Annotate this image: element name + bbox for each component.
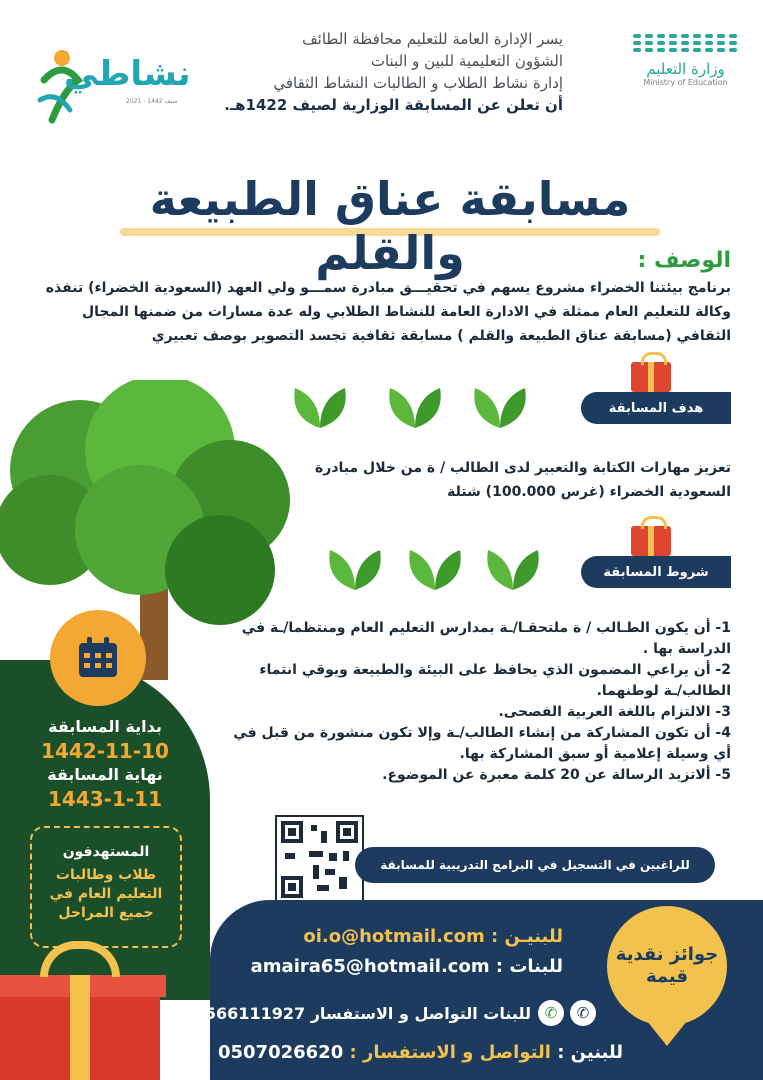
boys-email-label: للبنيـن : (491, 926, 563, 947)
ministry-dots-icon (628, 34, 743, 52)
girls-email-label: للبنات : (495, 956, 563, 977)
ministry-name-en: Ministry of Education (643, 78, 728, 87)
leaves-row-conditions (325, 540, 565, 600)
end-date: 1443-1-11 (47, 787, 162, 811)
gift-icon (631, 362, 671, 392)
header-line-2: الشؤون التعليمية للبين و البنات (370, 52, 563, 70)
leaf-icon (474, 388, 525, 428)
ministry-logo (628, 34, 743, 87)
leaf-icon (409, 550, 460, 590)
leaf-icon (329, 550, 380, 590)
prize-badge (607, 906, 727, 1026)
header-line-4: أن تعلن عن المسابقة الوزارية لصيف 1422هـ. (224, 96, 563, 114)
target-label: المستهدفون (62, 844, 150, 860)
page-title: مسابقة عناق الطبيعة والقلم (149, 172, 631, 280)
goal-text: تعزيز مهارات الكتابة والتعبير لدى الطالب / ة من خلال مبادرة السعودية الخضراء (غرس 100.000) شتلة (315, 460, 731, 500)
girls-email-row (251, 956, 563, 977)
boys-phone-row (218, 1042, 623, 1063)
header-block (203, 28, 563, 116)
girls-phone-row (194, 1004, 531, 1023)
description-text: برنامج بيئتنا الخضراء مشروع يسهم في تحقيـــق مبادرة سمـــو ولي العهد (السعودية الخضراء) تنفذه وكالة للتعليم العام ممثلة في الادارة العامة للنشاط الطلابي وله عدة مسارات من ضمنها المجال الثقافي (مسابقة عناق الطبيعة والقلم ) مسابقة ثقافية تجسد التصوير بوصف تعبيري (45, 280, 731, 344)
boys-phone-label: للبنين : (557, 1042, 623, 1063)
tree-icon (0, 380, 290, 680)
ministry-name-ar: وزارة التعليم (646, 60, 725, 78)
gift-box-icon (0, 975, 160, 1080)
leaf-icon (389, 388, 440, 428)
target-value: طلاب وطالبات التعليم العام في جميع المراحل (49, 867, 163, 921)
nashati-word: نشاطي (64, 54, 191, 94)
leaf-icon (487, 550, 538, 590)
header-line-1: يسر الإدارة العامة للتعليم محافظة الطائف (302, 30, 563, 48)
boys-phone-label-2: التواصل و الاستفسار : (349, 1042, 551, 1063)
girls-phone-label: للبنات التواصل و الاستفسار (310, 1004, 531, 1023)
nashati-sub: صيف 1442 - 2021 (126, 98, 178, 105)
leaves-row-goal (290, 378, 580, 438)
description-label: الوصف : (637, 248, 731, 273)
phone-icon: ✆ (570, 1000, 596, 1026)
condition-item: 2- أن يراعي المضمون الذي يحافظ على البيئة والطبيعة ويوقي انتماء الطالب/ـة لوطنهما. (259, 662, 731, 699)
leaf-icon (294, 388, 345, 428)
girls-email[interactable]: amaira65@hotmail.com (250, 956, 490, 977)
condition-item: 5- ألاتزيد الرسالة عن 20 كلمة معبرة عن الموضوع. (382, 767, 731, 783)
target-box (30, 826, 182, 948)
calendar-icon (75, 635, 121, 681)
calendar-badge (50, 610, 146, 706)
condition-item: 3- الالتزام باللغة العربية الفصحى. (498, 704, 731, 720)
header-line-3: إدارة نشاط الطلاب و الطالبات النشاط الثقافي (273, 74, 563, 92)
gift-icon (631, 526, 671, 556)
start-date: 1442-11-10 (41, 739, 169, 763)
condition-item: 4- أن تكون المشاركة من إنشاء الطالب/ـة وإلا تكون منشورة من قبل في أي وسيلة إعلامية أو سبق المشاركة بها. (233, 725, 731, 762)
qr-code-icon[interactable] (275, 815, 364, 904)
boys-email-row (303, 926, 563, 947)
whatsapp-icon: ✆ (538, 1000, 564, 1026)
nashati-logo (34, 40, 191, 130)
goal-tag: هدف المسابقة (581, 392, 731, 424)
boys-phone[interactable]: 0507026620 (217, 1042, 344, 1063)
end-label: نهاية المسابقة (47, 765, 163, 784)
prize-text: جوائز نقدية قيمة (615, 944, 719, 987)
condition-item: 1- أن يكون الطـالب / ة ملتحقـا/ـة بمدارس التعليم العام ومنتظما/ـة في الدراسة بها . (241, 620, 731, 657)
dates-block (20, 716, 190, 812)
girls-phone[interactable]: 0566111927 (193, 1004, 306, 1023)
registration-banner: للراغبين في التسجيل في البرامج التدريبية للمسابقة (355, 847, 715, 883)
conditions-tag: شروط المسابقة (581, 556, 731, 588)
boys-email[interactable]: oi.o@hotmail.com (303, 926, 485, 947)
start-label: بداية المسابقة (48, 717, 162, 736)
